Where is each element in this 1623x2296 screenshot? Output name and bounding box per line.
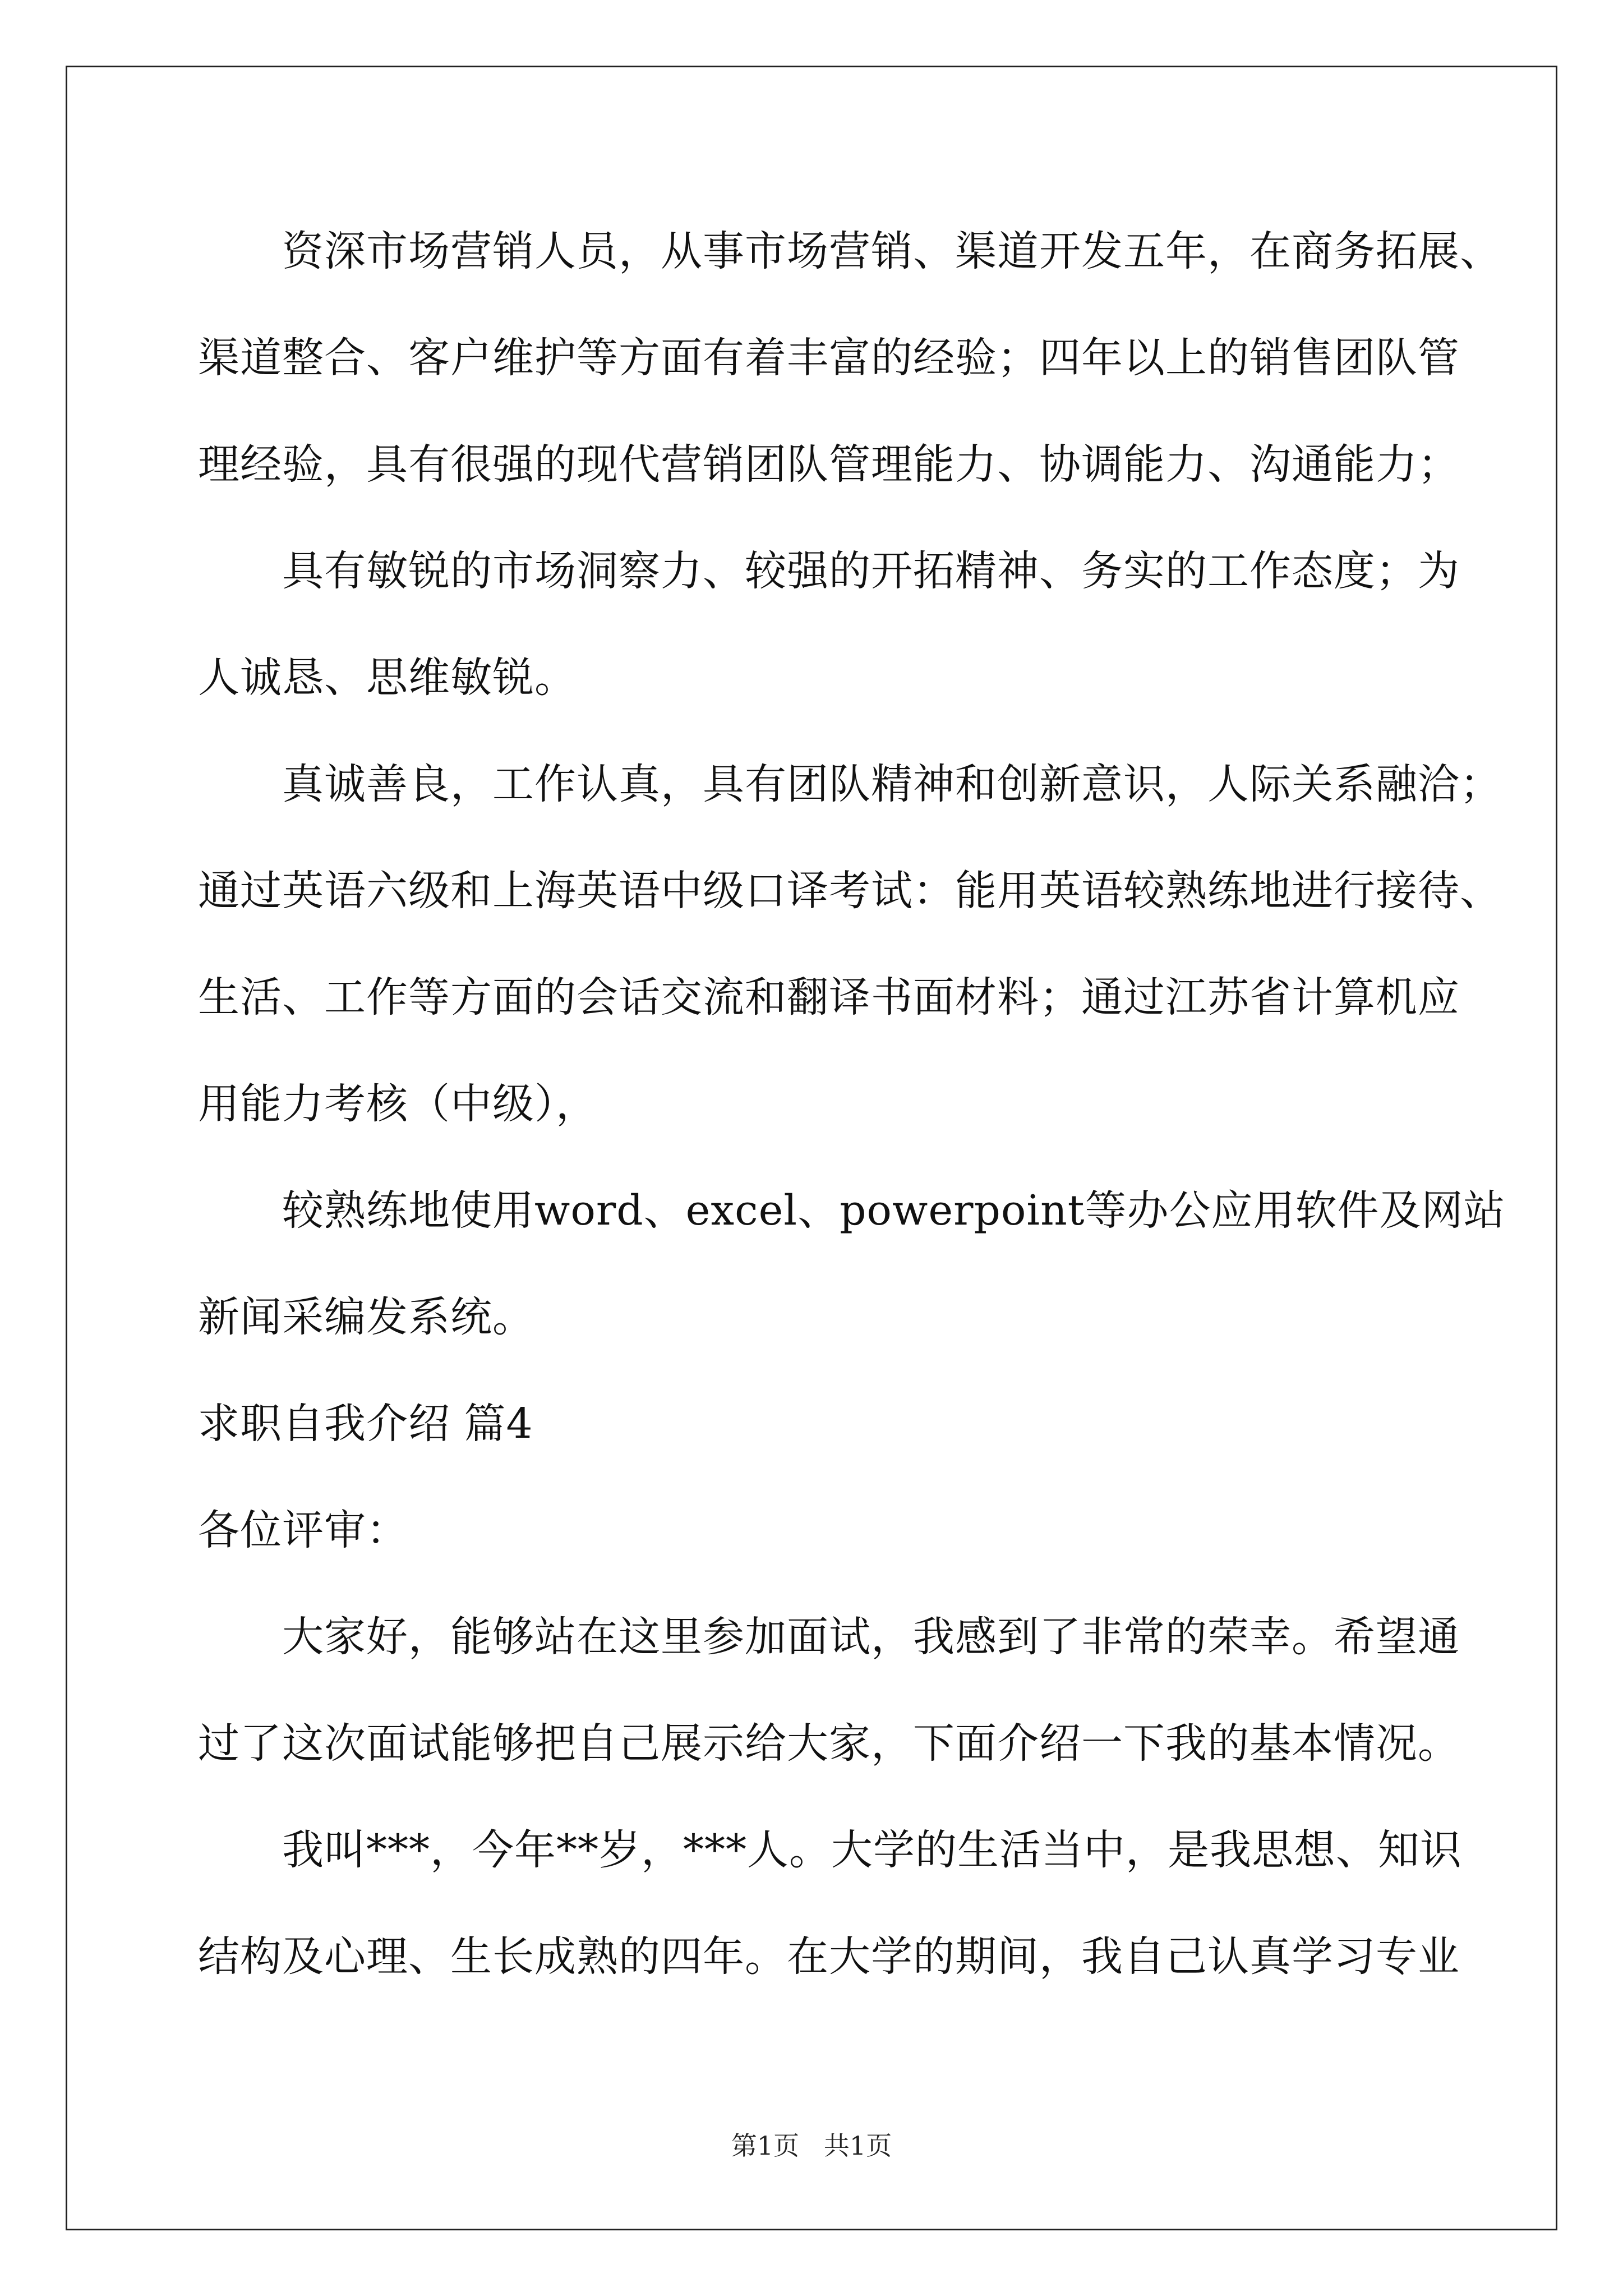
- paragraph-line: 渠道整合、客户维护等方面有着丰富的经验；四年以上的销售团队管: [198, 334, 1460, 382]
- paragraph-line: 用能力考核（中级），: [198, 1080, 598, 1128]
- paragraph-line: 理经验，具有很强的现代营销团队管理能力、协调能力、沟通能力；: [198, 440, 1460, 489]
- paragraph-line: 资深市场营销人员，从事市场营销、渠道开发五年，在商务拓展、: [282, 227, 1502, 275]
- paragraph-line: 结构及心理、生长成熟的四年。在大学的期间，我自己认真学习专业: [198, 1932, 1460, 1981]
- paragraph-line: 我叫***，今年**岁，***人。大学的生活当中，是我思想、知识: [282, 1826, 1462, 1874]
- paragraph-line: 较熟练地使用word、excel、powerpoint等办公应用软件及网站: [282, 1186, 1506, 1235]
- paragraph-line: 新闻采编发系统。: [198, 1293, 534, 1341]
- paragraph-line: 过了这次面试能够把自己展示给大家，下面介绍一下我的基本情况。: [198, 1719, 1460, 1768]
- paragraph-line: 具有敏锐的市场洞察力、较强的开拓精神、务实的工作态度；为: [282, 547, 1460, 595]
- section-heading: 求职自我介绍 篇4: [198, 1400, 533, 1448]
- page-number-footer: 第1页 共1页: [731, 2131, 892, 2161]
- paragraph-line: 生活、工作等方面的会话交流和翻译书面材料；通过江苏省计算机应: [198, 973, 1460, 1022]
- page-frame: [66, 66, 1557, 2230]
- salutation: 各位评审：: [198, 1506, 408, 1554]
- paragraph-line: 通过英语六级和上海英语中级口译考试：能用英语较熟练地进行接待、: [198, 867, 1502, 915]
- paragraph-line: 真诚善良，工作认真，具有团队精神和创新意识，人际关系融洽；: [282, 760, 1502, 808]
- paragraph-line: 人诚恳、思维敏锐。: [198, 654, 577, 702]
- paragraph-line: 大家好，能够站在这里参加面试，我感到了非常的荣幸。希望通: [282, 1613, 1460, 1661]
